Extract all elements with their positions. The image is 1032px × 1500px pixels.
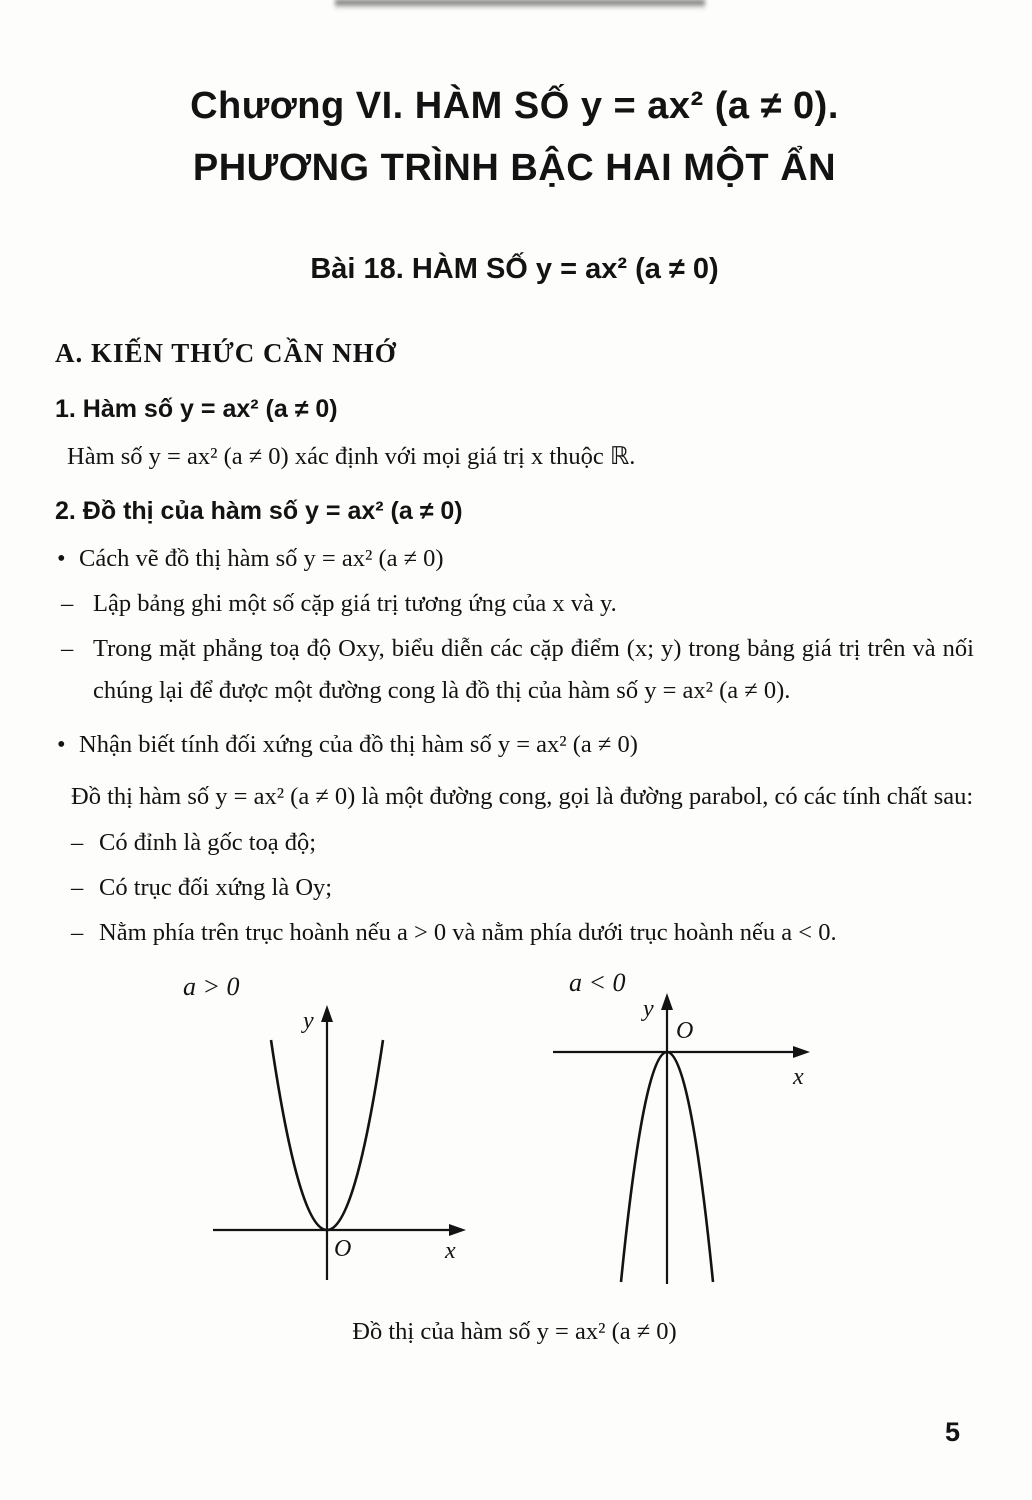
list-item-symmetry [55, 724, 974, 766]
chapter-title-line2: PHƯƠNG TRÌNH BẬC HAI MỘT ẨN [192, 146, 837, 189]
bullet-marker: • [57, 731, 66, 759]
figure-label-a-negative: a < 0 [569, 968, 626, 998]
dash-marker: – [71, 828, 84, 856]
list-item-text: Nhận biết tính đối xứng của đồ thị hàm số y = ax² (a ≠ 0) [79, 731, 638, 759]
property-symmetry-axis [71, 867, 974, 909]
chapter-title [55, 76, 974, 199]
x-axis-label: x [445, 1238, 456, 1265]
item1-body: Hàm số y = ax² (a ≠ 0) xác định với mọi giá trị x thuộc ℝ. [67, 443, 636, 471]
y-axis-label: y [643, 996, 654, 1023]
parabola-up-graph [207, 1002, 477, 1287]
property-vertex [71, 822, 974, 864]
list-item-text: Lập bảng ghi một số cặp giá trị tương ứng của x và y. [93, 589, 617, 617]
parabola-down-graph [547, 990, 827, 1290]
dash-marker: – [71, 919, 84, 947]
list-item-text: Trong mặt phẳng toạ độ Oxy, biểu diễn các cặp điểm (x; y) trong bảng giá trị trên và nối chúng lại để được một đường cong là đồ thị của hàm số y = ax² (a ≠ 0). [93, 634, 974, 705]
bullet-marker: • [57, 544, 66, 572]
property-text: Nằm phía trên trục hoành nếu a > 0 và nằm phía dưới trục hoành nếu a < 0. [99, 919, 837, 947]
dash-marker: – [61, 589, 74, 617]
list-item-make-table [61, 583, 974, 625]
item2-heading: 2. Đồ thị của hàm số y = ax² (a ≠ 0) [55, 496, 463, 525]
x-axis-arrow-icon [793, 1046, 810, 1058]
parabol-paragraph: Đồ thị hàm số y = ax² (a ≠ 0) là một đường cong, gọi là đường parabol, có các tính chất sau: [71, 783, 974, 811]
y-axis-arrow-icon [661, 993, 673, 1010]
y-axis-label: y [303, 1008, 314, 1035]
list-item-plot-points [61, 628, 974, 712]
section-a-heading: A. KIẾN THỨC CẦN NHỚ [55, 338, 397, 369]
figure-label-a-positive: a > 0 [183, 972, 240, 1002]
parabola-figure [55, 968, 974, 1306]
chapter-title-line1: Chương VI. HÀM SỐ y = ax² (a ≠ 0). [190, 85, 839, 127]
page-number: 5 [944, 1417, 960, 1447]
property-position [71, 912, 974, 954]
property-text: Có đỉnh là gốc toạ độ; [99, 828, 317, 856]
x-axis-label: x [793, 1064, 804, 1091]
dash-marker: – [61, 634, 74, 662]
dash-marker: – [71, 874, 84, 902]
y-axis-arrow-icon [321, 1005, 333, 1022]
x-axis-arrow-icon [449, 1224, 466, 1236]
property-text: Có trục đối xứng là Oy; [99, 874, 333, 902]
origin-label: O [676, 1018, 694, 1045]
list-item-how-to-draw [55, 538, 974, 580]
scan-artifact [335, 0, 705, 9]
lesson-title: Bài 18. HÀM SỐ y = ax² (a ≠ 0) [310, 253, 719, 286]
figure-caption: Đồ thị của hàm số y = ax² (a ≠ 0) [352, 1318, 677, 1346]
list-item-text: Cách vẽ đồ thị hàm số y = ax² (a ≠ 0) [79, 544, 444, 572]
origin-label: O [334, 1236, 352, 1263]
item1-heading: 1. Hàm số y = ax² (a ≠ 0) [55, 395, 338, 424]
